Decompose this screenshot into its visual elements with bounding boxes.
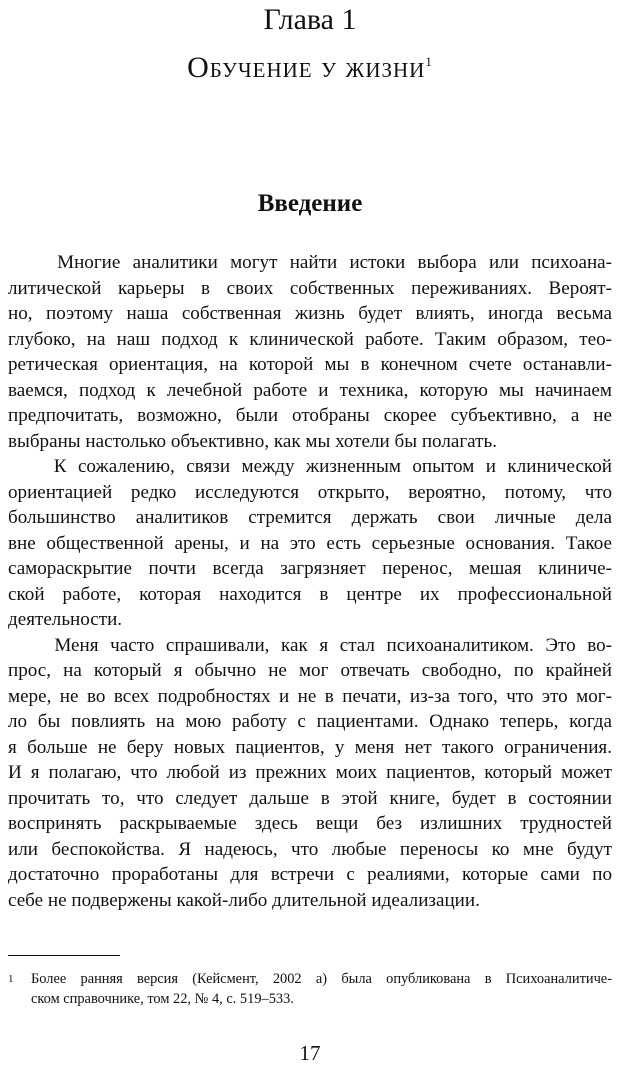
text-line: глубоко, на наш подход к клинической работе. Таким образом, тео- bbox=[8, 328, 612, 350]
footnote-mark: 1 bbox=[8, 973, 14, 985]
text-line: литической карьеры в своих собственных переживаниях. Вероят- bbox=[8, 277, 612, 299]
text-line: Многие аналитики могут найти истоки выбора или психоана- bbox=[8, 252, 612, 273]
text-line: И я полагаю, что любой из прежних моих пациентов, который может bbox=[8, 762, 612, 783]
text-line: самораскрытие почти всегда загрязняет перенос, мешая клиниче- bbox=[8, 558, 612, 579]
text-line: ской работе, которая находится в центре их профессиональной bbox=[8, 583, 612, 605]
text-line: или беспокойства. Я надеюсь, что любые переносы ко мне будут bbox=[8, 838, 612, 860]
text-line: достаточно проработаны для встречи с реалиями, которые сами по bbox=[8, 864, 612, 885]
text-line: большинство аналитиков стремится держать свои личные дела bbox=[8, 507, 612, 528]
chapter-number: Глава 1 bbox=[263, 3, 357, 36]
text-line: ло бы повлиять на мою работу с пациентами. Однако теперь, когда bbox=[8, 711, 612, 732]
footnote-reference[interactable]: 1 bbox=[425, 54, 433, 69]
text-line: ретическая ориентация, на которой мы в конечном счете останавли- bbox=[8, 354, 612, 375]
text-line: предпочитать, возможно, были отобраны скорее субъективно, а не bbox=[8, 405, 612, 426]
footnote bbox=[8, 969, 612, 1009]
text-line: прос, на который я обычно не мог отвечать свободно, по крайней bbox=[8, 660, 612, 681]
paragraph bbox=[8, 454, 612, 633]
paragraph bbox=[8, 633, 612, 914]
text-line: мере, не во всех подробностях и не в печати, из-за того, что это мог- bbox=[8, 685, 612, 707]
footnote-divider bbox=[8, 955, 120, 956]
text-line: воспринять раскрываемые здесь вещи без излишних трудностей bbox=[8, 813, 612, 834]
chapter-title bbox=[0, 44, 620, 86]
text-line: но, поэтому наша собственная жизнь будет влиять, иногда весьма bbox=[8, 303, 612, 324]
page-number: 17 bbox=[299, 1041, 321, 1065]
section-title: Введение bbox=[257, 190, 363, 217]
text-line: ваемся, подход к лечебной работе и техника, которую мы начинаем bbox=[8, 379, 612, 401]
text-line: ориентацией редко исследуются открыто, вероятно, потому, что bbox=[8, 481, 612, 503]
body-text bbox=[8, 250, 612, 913]
text-line: вне общественной арены, и на это есть серьезные основания. Такое bbox=[8, 532, 612, 554]
footnote-line: ском справочнике, том 22, № 4, с. 519–533. bbox=[31, 991, 294, 1007]
text-line: К сожалению, связи между жизненным опытом и клинической bbox=[8, 456, 612, 477]
text-line: себе не подвержены какой-либо длительной идеализации. bbox=[8, 889, 480, 911]
text-line: Меня часто спрашивали, как я стал психоаналитиком. Это во- bbox=[8, 634, 612, 656]
text-line: деятельности. bbox=[8, 609, 123, 630]
text-line: я больше не беру новых пациентов, у меня нет такого ограничения. bbox=[8, 736, 612, 758]
paragraph bbox=[8, 250, 612, 454]
text-line: прочитать то, что следует дальше в этой книге, будет в состоянии bbox=[8, 787, 612, 809]
footnote-line: Более ранняя версия (Кейсмент, 2002 а) была опубликована в Психоаналитиче- bbox=[31, 971, 612, 987]
text-line: выбраны настолько объективно, как мы хотели бы полагать. bbox=[8, 430, 497, 452]
chapter-title-text: Обучение у жизни bbox=[187, 51, 426, 84]
